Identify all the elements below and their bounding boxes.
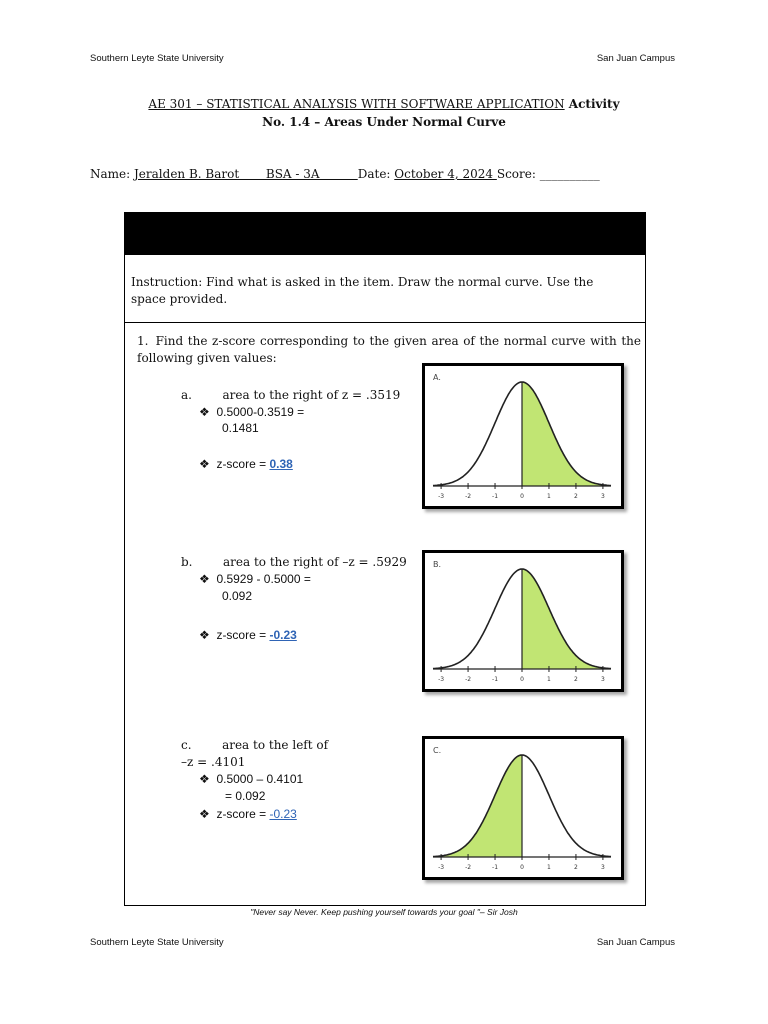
diamond-bullet-icon: ❖: [199, 628, 210, 642]
calc-line: 0.5000 – 0.4101: [216, 772, 304, 786]
header-campus: San Juan Campus: [596, 53, 675, 64]
zscore-label: z-score =: [216, 628, 270, 642]
diamond-bullet-icon: ❖: [199, 772, 210, 786]
item-c-calc: [199, 771, 303, 788]
item-b-prompt-text: area to the right of –z = .5929: [223, 555, 407, 569]
tick-label: -3: [438, 493, 445, 500]
tick-label: 1: [547, 676, 551, 683]
item-a-calc-result: 0.1481: [222, 421, 259, 435]
course-title: AE 301 – STATISTICAL ANALYSIS WITH SOFTWARE APPLICATION: [148, 97, 565, 111]
item-b-calc-result: 0.092: [222, 589, 253, 603]
item-c-calc-result: = 0.092: [225, 789, 266, 803]
item-c-prompt: [181, 737, 328, 754]
item-c-zscore: [199, 806, 297, 823]
tick-label: -3: [438, 676, 445, 683]
header-bar: [125, 213, 645, 254]
zscore-value: -0.23: [269, 807, 297, 821]
diamond-bullet-icon: ❖: [199, 405, 210, 419]
shaded-area: [522, 569, 603, 669]
zscore-value: 0.38: [269, 457, 293, 471]
item-c-prompt-text: area to the left of: [222, 738, 329, 752]
tick-label: -3: [438, 864, 445, 871]
question-number: 1.: [137, 334, 149, 348]
tick-label: 3: [600, 676, 605, 683]
diamond-bullet-icon: ❖: [199, 572, 210, 586]
item-c-letter: c.: [181, 738, 192, 752]
name-label: Name:: [90, 167, 134, 181]
item-b-zscore: [199, 627, 297, 644]
tick-label: -2: [465, 864, 472, 871]
figure-label: C.: [433, 746, 442, 755]
date-value: October 4, 2024: [394, 167, 497, 181]
tick-label: 3: [600, 493, 605, 500]
calc-line: 0.5000-0.3519 =: [216, 405, 305, 419]
instruction-section: [125, 254, 645, 323]
normal-curve-c: [425, 739, 621, 877]
shaded-area: [441, 755, 522, 857]
tick-label: -2: [465, 493, 472, 500]
item-c-prompt-2: –z = .4101: [181, 755, 246, 769]
tick-label: -1: [492, 493, 499, 500]
tick-label: -1: [492, 676, 499, 683]
tick-label: -2: [465, 676, 472, 683]
student-name: Jeralden B. Barot BSA - 3A: [134, 167, 358, 181]
zscore-label: z-score =: [216, 457, 270, 471]
score-blank: __________: [539, 167, 600, 181]
tick-label: 0: [520, 493, 524, 500]
header-university: Southern Leyte State University: [90, 53, 224, 64]
shaded-area: [522, 382, 603, 486]
item-b-letter: b.: [181, 555, 193, 569]
figure-c: [422, 736, 624, 880]
figure-a: [422, 363, 624, 509]
quote: "Never say Never. Keep pushing yourself towards your goal "– Sir Josh: [250, 907, 518, 917]
figure-label: A.: [433, 373, 441, 382]
question-text: Find the z-score corresponding to the given area of the normal curve with the following given values:: [137, 334, 641, 365]
item-b-prompt: [181, 554, 407, 571]
tick-label: 1: [547, 864, 551, 871]
activity-title: No. 1.4 – Areas Under Normal Curve: [262, 115, 506, 129]
tick-label: 0: [520, 864, 524, 871]
tick-label: 1: [547, 493, 551, 500]
question-1: [137, 333, 641, 367]
tick-label: 2: [574, 676, 578, 683]
item-a-calc: [199, 404, 304, 421]
tick-label: 2: [574, 864, 578, 871]
activity-word: Activity: [564, 97, 620, 111]
score-label: Score:: [496, 167, 540, 181]
item-b-calc: [199, 571, 311, 588]
date-label: Date:: [357, 167, 395, 181]
student-info-line: [90, 167, 600, 181]
footer-campus: San Juan Campus: [596, 937, 675, 948]
item-a-zscore: [199, 456, 293, 473]
normal-curve-a: [425, 366, 621, 506]
instruction-text: Instruction: Find what is asked in the item. Draw the normal curve. Use the space provided.: [131, 275, 594, 306]
tick-label: -1: [492, 864, 499, 871]
figure-b: [422, 550, 624, 692]
item-a-prompt-text: area to the right of z = .3519: [222, 388, 401, 402]
zscore-label: z-score =: [216, 807, 270, 821]
zscore-value: -0.23: [269, 628, 297, 642]
footer-university: Southern Leyte State University: [90, 937, 224, 948]
item-a-prompt: [181, 387, 400, 404]
title-course-line: [0, 97, 768, 111]
item-a-letter: a.: [181, 388, 192, 402]
figure-label: B.: [433, 560, 442, 569]
diamond-bullet-icon: ❖: [199, 457, 210, 471]
calc-line: 0.5929 - 0.5000 =: [216, 572, 311, 586]
tick-label: 3: [600, 864, 605, 871]
diamond-bullet-icon: ❖: [199, 807, 210, 821]
tick-label: 2: [574, 493, 578, 500]
normal-curve-b: [425, 553, 621, 689]
tick-label: 0: [520, 676, 524, 683]
